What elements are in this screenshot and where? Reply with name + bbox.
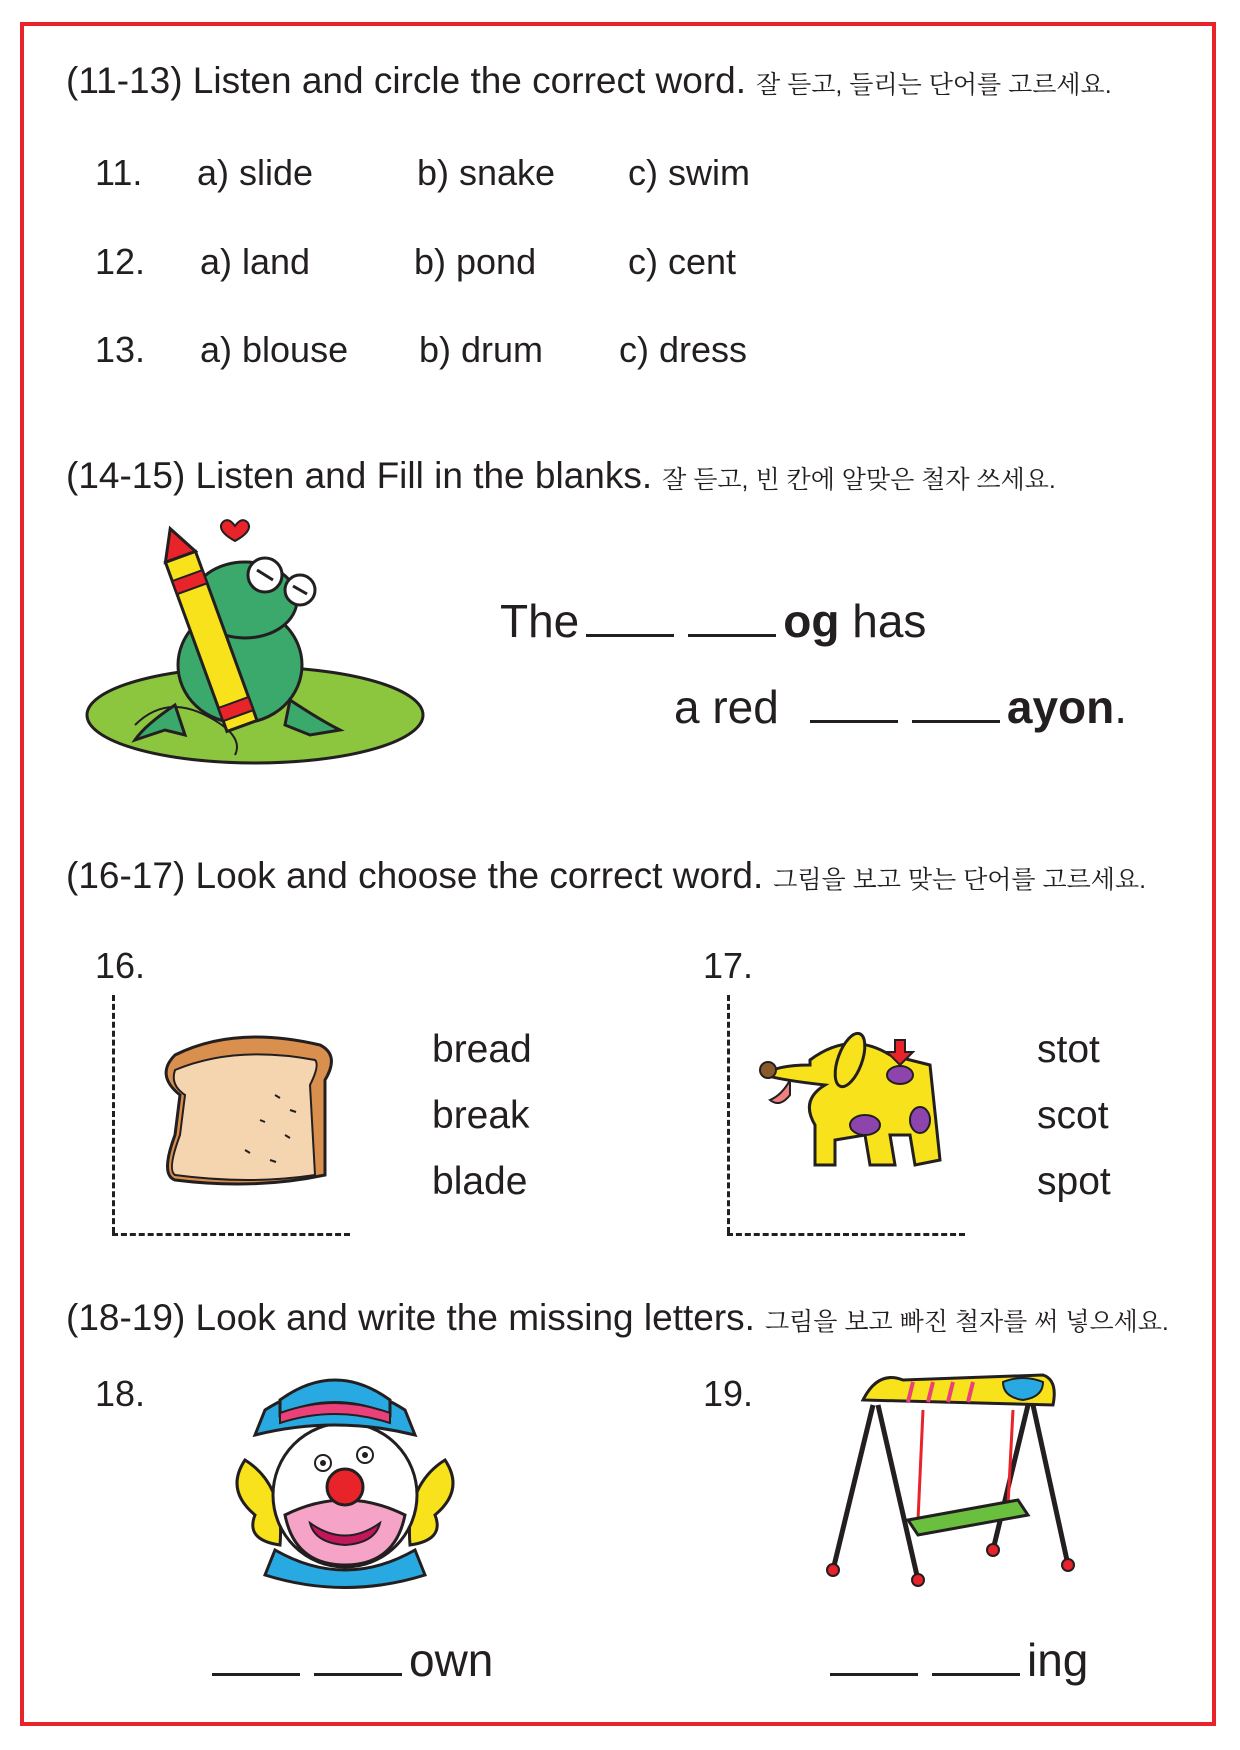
option-c[interactable]: c) swim: [628, 152, 750, 193]
question-number: 12.: [95, 241, 146, 282]
dashed-guide: [112, 995, 115, 1233]
question-number: 13.: [95, 329, 146, 370]
dashed-guide: [727, 995, 730, 1233]
option-a[interactable]: a) land: [200, 241, 311, 282]
blank[interactable]: [830, 1637, 918, 1676]
word-choice[interactable]: break: [432, 1094, 530, 1137]
word-choice[interactable]: stot: [1037, 1028, 1100, 1071]
blank[interactable]: [932, 1637, 1020, 1676]
question-number: 18.: [95, 1373, 146, 1414]
option-c[interactable]: c) cent: [628, 241, 737, 282]
dog-picture: [755, 1025, 975, 1205]
blank[interactable]: [212, 1637, 300, 1676]
word-choice[interactable]: scot: [1037, 1094, 1109, 1137]
section-heading-14-15: (14-15) Listen and Fill in the blanks. 잘 듣고, 빈 칸에 알맞은 철자 쓰세요.: [66, 455, 1056, 496]
answer-line-19: ing: [823, 1633, 1088, 1687]
dashed-guide: [727, 1233, 965, 1236]
blank[interactable]: [912, 684, 1000, 723]
option-b[interactable]: b) pond: [414, 241, 537, 282]
frog-crayon-picture: [75, 530, 415, 770]
option-b[interactable]: b) drum: [419, 329, 544, 370]
word-choice[interactable]: spot: [1037, 1160, 1111, 1203]
blank[interactable]: [586, 598, 674, 637]
blank[interactable]: [314, 1637, 402, 1676]
answer-line-18: own: [205, 1633, 493, 1687]
word-choice[interactable]: blade: [432, 1160, 528, 1203]
word-choice[interactable]: bread: [432, 1028, 532, 1071]
bread-picture: [150, 1025, 350, 1185]
sentence-line-2: a red ayon.: [674, 681, 1128, 733]
question-number: 16.: [95, 945, 146, 986]
section-heading-11-13: (11-13) Listen and circle the correct word. 잘 듣고, 들리는 단어를 고르세요.: [66, 60, 1112, 101]
blank[interactable]: [810, 684, 898, 723]
option-a[interactable]: a) blouse: [200, 329, 349, 370]
option-b[interactable]: b) snake: [417, 152, 556, 193]
dashed-guide: [112, 1233, 350, 1236]
option-a[interactable]: a) slide: [197, 152, 314, 193]
option-c[interactable]: c) dress: [619, 329, 748, 370]
sentence-line-1: The og has: [500, 595, 927, 647]
question-number: 17.: [703, 945, 754, 986]
clown-picture: [225, 1375, 465, 1585]
blank[interactable]: [688, 598, 776, 637]
question-number: 11.: [95, 152, 143, 193]
swing-picture: [823, 1370, 1073, 1585]
question-number: 19.: [703, 1373, 754, 1414]
section-heading-16-17: (16-17) Look and choose the correct word. 그림을 보고 맞는 단어를 고르세요.: [66, 855, 1147, 896]
section-heading-18-19: (18-19) Look and write the missing letters. 그림을 보고 빠진 철자를 써 넣으세요.: [66, 1297, 1169, 1338]
